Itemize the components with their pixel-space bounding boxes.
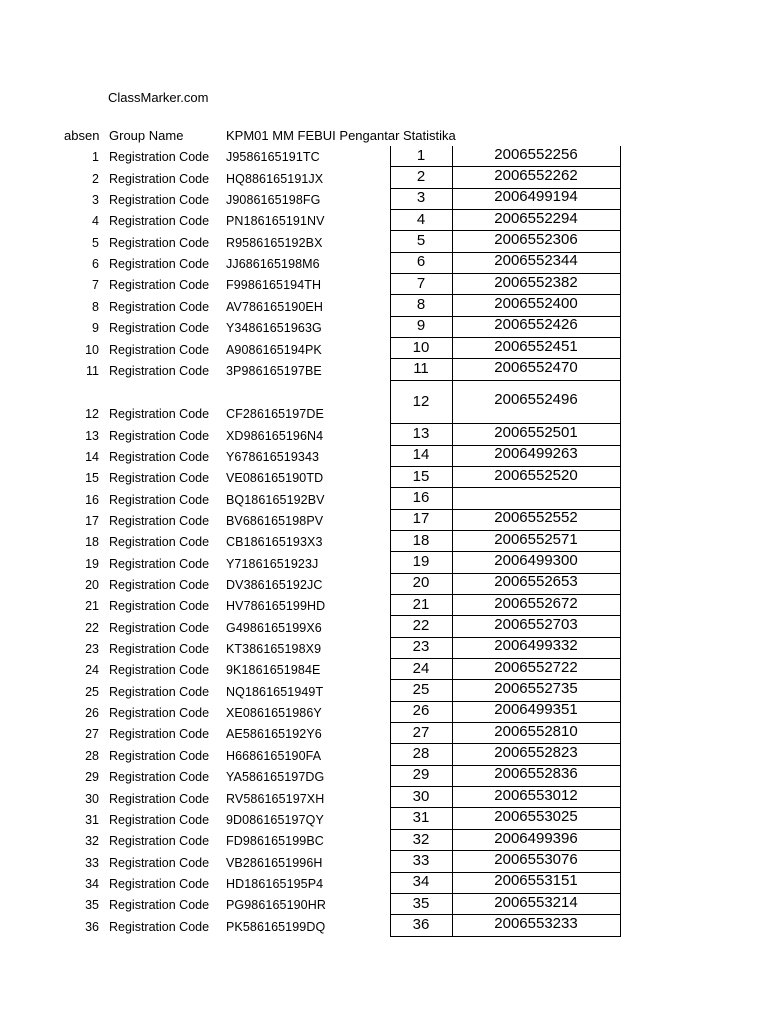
student-number: 2006499194 <box>494 188 578 206</box>
student-number: 2006552501 <box>494 423 578 441</box>
row-number: 2 <box>416 168 426 186</box>
registration-code: 9K1861651984E <box>226 663 321 678</box>
table-row <box>390 360 620 381</box>
registration-label: Registration Code <box>109 535 210 550</box>
table-right-border <box>620 146 621 937</box>
absen-number: 29 <box>85 770 99 785</box>
registration-label: Registration Code <box>109 706 210 721</box>
student-number: 2006553233 <box>494 914 578 932</box>
registration-code: PN186165191NV <box>226 214 325 229</box>
row-number: 22 <box>412 617 430 635</box>
table-row <box>390 274 620 295</box>
table-row <box>390 253 620 274</box>
table-row <box>390 873 620 894</box>
row-number: 10 <box>412 338 430 356</box>
table-row <box>390 574 620 595</box>
table-row <box>390 744 620 765</box>
student-number: 2006499332 <box>494 637 578 655</box>
registration-code: J9086165198FG <box>226 193 321 208</box>
table-row <box>390 488 620 509</box>
registration-code: F9986165194TH <box>226 278 322 293</box>
absen-number: 36 <box>85 919 99 934</box>
row-number: 9 <box>416 317 426 335</box>
row-number: 33 <box>412 851 430 869</box>
table-row <box>390 915 620 936</box>
absen-number: 11 <box>86 363 99 378</box>
student-number: 2006552451 <box>494 337 578 355</box>
table-row <box>390 146 620 167</box>
registration-code: BQ186165192BV <box>226 492 325 507</box>
registration-code: PK586165199DQ <box>226 919 326 934</box>
absen-number: 28 <box>85 748 99 763</box>
absen-number: 23 <box>85 642 99 657</box>
absen-number: 15 <box>85 471 99 486</box>
registration-code: 9D086165197QY <box>226 812 324 827</box>
student-number: 2006553214 <box>494 893 578 911</box>
registration-label: Registration Code <box>109 428 210 443</box>
row-number: 36 <box>412 915 430 933</box>
registration-label: Registration Code <box>109 193 210 208</box>
registration-code: HV786165199HD <box>226 599 326 614</box>
table-row <box>390 510 620 531</box>
registration-code: XD986165196N4 <box>226 428 324 443</box>
absen-number: 4 <box>92 214 99 229</box>
table-row <box>390 894 620 915</box>
registration-code: AV786165190EH <box>226 299 323 314</box>
student-number: 2006552735 <box>494 680 578 698</box>
absen-number: 10 <box>85 342 99 357</box>
row-number: 15 <box>412 467 430 485</box>
registration-label: Registration Code <box>109 513 210 528</box>
table-row <box>390 723 620 744</box>
table-row <box>390 787 620 808</box>
table-row <box>390 317 620 338</box>
registration-code: Y678616519343 <box>226 449 320 464</box>
row-number: 3 <box>416 189 426 207</box>
student-number: 2006552810 <box>494 722 578 740</box>
absen-number: 13 <box>85 428 99 443</box>
registration-label: Registration Code <box>109 834 210 849</box>
student-number: 2006552470 <box>494 359 578 377</box>
student-number: 2006552256 <box>494 145 578 163</box>
registration-label: Registration Code <box>109 257 210 272</box>
registration-code: FD986165199BC <box>226 834 324 849</box>
registration-code: R9586165192BX <box>226 235 323 250</box>
table-row <box>390 659 620 680</box>
registration-label: Registration Code <box>109 898 210 913</box>
student-number: 2006552836 <box>494 765 578 783</box>
row-number: 34 <box>412 873 430 891</box>
group-name-value: KPM01 MM FEBUI Pengantar Statistika <box>226 128 456 143</box>
row-number: 26 <box>412 702 430 720</box>
registration-code: XE0861651986Y <box>226 706 322 721</box>
row-number: 18 <box>412 531 430 549</box>
student-number: 2006552823 <box>494 744 578 762</box>
row-number: 5 <box>416 232 426 250</box>
registration-label: Registration Code <box>109 727 210 742</box>
registration-label: Registration Code <box>109 150 210 165</box>
row-number: 1 <box>416 146 426 164</box>
student-number: 2006552344 <box>494 252 578 270</box>
student-number: 2006552382 <box>494 273 578 291</box>
absen-number: 17 <box>85 513 99 528</box>
row-number: 6 <box>416 253 426 271</box>
row-number: 19 <box>412 552 430 570</box>
absen-number: 24 <box>85 663 99 678</box>
absen-number: 26 <box>85 706 99 721</box>
student-number: 2006552653 <box>494 573 578 591</box>
registration-code: YA586165197DG <box>226 770 325 785</box>
student-number: 2006499263 <box>494 445 578 463</box>
student-number: 2006552426 <box>494 316 578 334</box>
student-number: 2006552306 <box>494 231 578 249</box>
row-number: 17 <box>412 510 430 528</box>
table-row <box>390 167 620 188</box>
student-number: 2006552294 <box>494 209 578 227</box>
table-row <box>390 702 620 723</box>
absen-number: 20 <box>85 578 99 592</box>
table-column-divider <box>452 146 453 937</box>
row-number: 16 <box>412 488 430 506</box>
student-number: 2006552520 <box>494 466 578 484</box>
row-number: 35 <box>412 894 430 912</box>
absen-number: 8 <box>92 299 99 314</box>
student-number: 2006552496 <box>494 390 578 408</box>
registration-code: VE086165190TD <box>226 471 324 486</box>
group-name-header: Group Name <box>109 128 184 143</box>
table-row <box>390 424 620 445</box>
registration-label: Registration Code <box>109 342 210 357</box>
row-number: 29 <box>412 766 430 784</box>
row-number: 20 <box>412 574 430 592</box>
registration-label: Registration Code <box>109 620 210 635</box>
registration-label: Registration Code <box>109 791 210 806</box>
absen-number: 27 <box>85 727 99 742</box>
row-number: 28 <box>412 745 430 763</box>
student-number: 2006552672 <box>494 594 578 612</box>
row-number: 14 <box>412 446 430 464</box>
student-number: 2006553025 <box>494 808 578 826</box>
absen-number: 31 <box>85 812 99 827</box>
table-row <box>390 638 620 659</box>
student-number: 2006552722 <box>494 658 578 676</box>
registration-label: Registration Code <box>109 770 210 785</box>
table-row <box>390 467 620 488</box>
registration-label: Registration Code <box>109 812 210 827</box>
registration-code: AE586165192Y6 <box>226 727 322 742</box>
absen-number: 7 <box>92 278 99 293</box>
registration-code: KT386165198X9 <box>226 642 322 657</box>
table-row <box>390 809 620 830</box>
student-number: 2006552703 <box>494 616 578 634</box>
registration-label: Registration Code <box>109 556 210 571</box>
absen-number: 33 <box>85 855 99 870</box>
absen-number: 25 <box>85 684 99 699</box>
registration-label: Registration Code <box>109 684 210 699</box>
table-row <box>390 616 620 637</box>
student-number: 2006499396 <box>494 829 578 847</box>
student-number: 2006552400 <box>494 295 578 313</box>
table-row <box>390 210 620 231</box>
registration-code: RV586165197XH <box>226 791 325 806</box>
registration-code: Y34861651963G <box>226 321 322 336</box>
registration-code: HQ886165191JX <box>226 171 324 186</box>
registration-code: VB2861651996H <box>226 855 323 870</box>
registration-code: BV686165198PV <box>226 513 324 528</box>
row-number: 8 <box>416 296 426 314</box>
table-row <box>390 338 620 359</box>
registration-label: Registration Code <box>109 235 210 250</box>
registration-label: Registration Code <box>109 748 210 763</box>
student-number: 2006552552 <box>494 509 578 527</box>
row-number: 24 <box>412 659 430 677</box>
registration-label: Registration Code <box>109 471 210 486</box>
registration-code: A9086165194PK <box>226 342 322 357</box>
registration-label: Registration Code <box>109 299 210 314</box>
absen-number: 12 <box>85 407 99 422</box>
registration-code: PG986165190HR <box>226 898 326 913</box>
registration-label: Registration Code <box>109 599 210 614</box>
registration-label: Registration Code <box>109 578 210 592</box>
registration-code: J9586165191TC <box>226 150 320 165</box>
row-number: 31 <box>412 809 430 827</box>
absen-number: 5 <box>92 235 99 250</box>
registration-code: HD186165195P4 <box>226 876 324 891</box>
row-number: 4 <box>416 210 426 228</box>
absen-number: 22 <box>85 620 99 635</box>
student-number: 2006552571 <box>494 530 578 548</box>
table-row <box>390 851 620 872</box>
registration-label: Registration Code <box>109 642 210 657</box>
absen-number: 2 <box>92 171 99 186</box>
registration-label: Registration Code <box>109 278 210 293</box>
table-row <box>390 189 620 210</box>
absen-number: 18 <box>85 535 99 550</box>
student-number: 2006553012 <box>494 786 578 804</box>
registration-label: Registration Code <box>109 363 210 378</box>
table-row <box>390 766 620 787</box>
row-number: 12 <box>412 392 430 410</box>
absen-header: absen <box>64 128 100 143</box>
row-number: 30 <box>412 787 430 805</box>
absen-number: 34 <box>85 876 99 891</box>
row-number: 32 <box>412 830 430 848</box>
registration-code: H6686165190FA <box>226 748 322 763</box>
registration-label: Registration Code <box>109 449 210 464</box>
table-left-border <box>390 146 391 937</box>
row-number: 27 <box>412 723 430 741</box>
table-row <box>390 531 620 552</box>
student-number: 2006553151 <box>494 872 578 890</box>
registration-label: Registration Code <box>109 855 210 870</box>
registration-code: JJ686165198M6 <box>226 257 320 272</box>
absen-number: 35 <box>85 898 99 913</box>
absen-number: 32 <box>85 834 99 849</box>
table-row <box>390 231 620 252</box>
absen-number: 9 <box>92 321 99 336</box>
table-row <box>390 830 620 851</box>
table-row <box>390 680 620 701</box>
site-title: ClassMarker.com <box>108 90 209 105</box>
registration-label: Registration Code <box>109 492 210 507</box>
absen-number: 3 <box>92 193 99 208</box>
row-number: 23 <box>412 638 430 656</box>
registration-label: Registration Code <box>109 214 210 229</box>
student-number: 2006499300 <box>494 551 578 569</box>
row-number: 25 <box>412 681 430 699</box>
absen-number: 19 <box>85 556 99 571</box>
absen-number: 21 <box>85 599 99 614</box>
registration-label: Registration Code <box>109 663 210 678</box>
row-number: 21 <box>412 595 430 613</box>
table-row <box>390 552 620 573</box>
registration-label: Registration Code <box>109 919 210 934</box>
registration-code: DV386165192JC <box>226 578 323 592</box>
table-row <box>390 446 620 467</box>
registration-code: 3P986165197BE <box>226 363 322 378</box>
table-row <box>390 595 620 616</box>
row-number: 7 <box>416 274 426 292</box>
registration-code: CB186165193X3 <box>226 535 323 550</box>
registration-code: Y71861651923J <box>226 556 319 571</box>
absen-number: 14 <box>85 449 99 464</box>
registration-code: G4986165199X6 <box>226 620 322 635</box>
absen-number: 6 <box>92 257 99 272</box>
registration-label: Registration Code <box>109 321 210 336</box>
absen-number: 1 <box>92 150 99 165</box>
registration-label: Registration Code <box>109 171 210 186</box>
row-number: 11 <box>413 360 429 378</box>
student-number: 2006499351 <box>494 701 578 719</box>
absen-number: 30 <box>85 791 99 806</box>
registration-label: Registration Code <box>109 407 210 422</box>
registration-code: NQ1861651949T <box>226 684 324 699</box>
student-number: 2006552262 <box>494 167 578 185</box>
row-number: 13 <box>412 424 430 442</box>
absen-number: 16 <box>85 492 99 507</box>
table-row <box>390 295 620 316</box>
registration-code: CF286165197DE <box>226 407 324 422</box>
student-number: 2006553076 <box>494 850 578 868</box>
table-row <box>390 381 620 424</box>
registration-label: Registration Code <box>109 876 210 891</box>
